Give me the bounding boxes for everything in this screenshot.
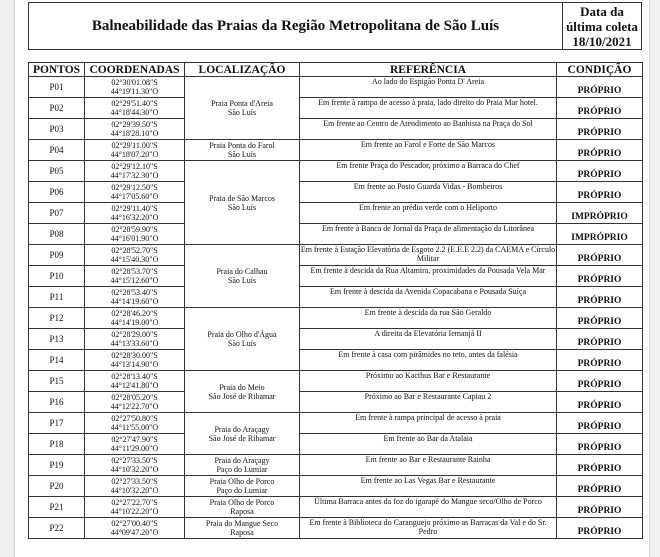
- column-header-localizacao: LOCALIZAÇÃO: [185, 63, 300, 77]
- point-id: P18: [29, 434, 85, 455]
- latitude: 02°27'47.90"S: [111, 435, 158, 444]
- coordinates-cell: [85, 497, 185, 518]
- reference-cell: Em frente à descida da Rua Altamira, proximidades da Pousada Vela Mar: [300, 266, 557, 287]
- location-cell: [185, 140, 300, 161]
- longitude: 44°11'55.00"O: [110, 423, 159, 432]
- latitude: 02°29'11.00"S: [111, 141, 158, 150]
- date-label-line2: última coleta: [566, 18, 638, 34]
- latitude: 02°28'52.70"S: [111, 246, 158, 255]
- reference-cell: Em frente ao Las Vegas Bar e Restaurante: [300, 476, 557, 497]
- table-row: [29, 77, 643, 98]
- longitude: 44°13'14.90"O: [110, 360, 159, 369]
- condition-status: PRÓPRIO: [557, 98, 643, 119]
- coordinates-cell: [85, 245, 185, 266]
- condition-status: IMPRÓPRIO: [557, 203, 643, 224]
- latitude: 02°28'59.90"S: [111, 225, 158, 234]
- condition-status: PRÓPRIO: [557, 266, 643, 287]
- reference-cell: A direita da Elevatória Iemanjá II: [300, 329, 557, 350]
- last-collection-date-box: [563, 3, 642, 50]
- condition-status: PRÓPRIO: [557, 287, 643, 308]
- coordinates-cell: [85, 287, 185, 308]
- table-row: [29, 371, 643, 392]
- location-cell: [185, 308, 300, 371]
- longitude: 44°13'33.60"O: [110, 339, 159, 348]
- point-id: P02: [29, 98, 85, 119]
- coordinates-cell: [85, 203, 185, 224]
- location-cell: [185, 497, 300, 518]
- reference-cell: Ao lado do Espigão Ponta D' Areia: [300, 77, 557, 98]
- condition-status: PRÓPRIO: [557, 161, 643, 182]
- date-label-line1: Data da: [580, 3, 624, 19]
- point-id: P12: [29, 308, 85, 329]
- coordinates-cell: [85, 329, 185, 350]
- table-row: [29, 287, 643, 308]
- reference-cell: Em frente à descida da rua São Geraldo: [300, 308, 557, 329]
- table-row: [29, 329, 643, 350]
- reference-cell: Última Barraca antes da foz do igarapé do Mangue seco/Olho de Porco: [300, 497, 557, 518]
- point-id: P08: [29, 224, 85, 245]
- point-id: P01: [29, 77, 85, 98]
- table-row: [29, 203, 643, 224]
- viewer-scrollbar[interactable]: [649, 0, 660, 557]
- longitude: 44°10'22.20"O: [110, 507, 159, 516]
- reference-cell: Em frente à descida da Avenida Copacabana e Pousada Suíça: [300, 287, 557, 308]
- municipality: Paço do Lumiar: [216, 465, 268, 474]
- longitude: 44°09'47.20"O: [110, 528, 159, 537]
- table-row: [29, 392, 643, 413]
- municipality: São Luís: [227, 339, 257, 348]
- table-row: [29, 182, 643, 203]
- table-row: [29, 497, 643, 518]
- table-row: [29, 245, 643, 266]
- table-row: [29, 161, 643, 182]
- coordinates-cell: [85, 224, 185, 245]
- municipality: São Luís: [227, 202, 257, 212]
- condition-status: IMPRÓPRIO: [557, 224, 643, 245]
- point-id: P03: [29, 119, 85, 140]
- reference-cell: Próximo ao Bar e Restaurante Capiau 2: [300, 392, 557, 413]
- column-header-pontos: PONTOS: [29, 63, 85, 77]
- latitude: 02°28'29.00"S: [111, 330, 158, 339]
- point-id: P13: [29, 329, 85, 350]
- longitude: 44°12'41.80"O: [110, 381, 159, 390]
- reference-cell: Em frente ao prédio verde com o Heliporto: [300, 203, 557, 224]
- latitude: 02°28'05.20"S: [111, 393, 158, 402]
- reference-cell: Em frente ao Centro de Atendimento ao Banhista na Praça do Sol: [300, 119, 557, 140]
- location-cell: [185, 476, 300, 497]
- column-header-coordenadas: COORDENADAS: [85, 63, 185, 77]
- beach-name: Praia de São Marcos: [209, 193, 275, 203]
- municipality: Raposa: [230, 528, 254, 537]
- coordinates-cell: [85, 518, 185, 539]
- municipality: São Luís: [227, 108, 257, 117]
- beach-quality-table: [28, 62, 643, 539]
- condition-status: PRÓPRIO: [557, 371, 643, 392]
- coordinates-cell: [85, 77, 185, 98]
- longitude: 44°18'44.30"O: [110, 108, 159, 117]
- latitude: 02°28'53.40"S: [111, 288, 158, 297]
- coordinates-cell: [85, 434, 185, 455]
- municipality: Raposa: [230, 507, 254, 516]
- reference-cell: Em frente à rampa de acesso à praia, lado direito do Praia Mar hotel.: [300, 98, 557, 119]
- coordinates-cell: [85, 119, 185, 140]
- latitude: 02°27'33.50"S: [111, 477, 158, 486]
- latitude: 02°27'00.40"S: [111, 519, 158, 528]
- table-row: [29, 434, 643, 455]
- beach-name: Praia Olho de Porco: [209, 477, 275, 486]
- reference-cell: Em frente ao Bar da Atalaia: [300, 434, 557, 455]
- reference-cell: Em frente à Biblioteca do Caranguejo próximo as Barracas da Val e do Sr. Pedro: [300, 518, 557, 539]
- beach-name: Praia do Araçagy: [214, 424, 270, 434]
- column-header-condicao: CONDIÇÃO: [557, 63, 643, 77]
- table-row: [29, 518, 643, 539]
- location-cell: [185, 245, 300, 308]
- municipality: São José de Ribamar: [208, 433, 276, 443]
- beach-name: Praia do Calhau: [216, 267, 268, 276]
- latitude: 02°29'12.10"S: [111, 162, 158, 171]
- reference-cell: Em frente à rampa principal de acesso à praia: [300, 413, 557, 434]
- condition-status: PRÓPRIO: [557, 476, 643, 497]
- reference-cell: Em frente à Estação Elevatória de Esgoto 2.2 (E.E.E 2.2) da CAEMA e Círculo Militar: [300, 245, 557, 266]
- latitude: 02°28'13.40"S: [111, 372, 158, 381]
- table-row: [29, 455, 643, 476]
- table-row: [29, 224, 643, 245]
- coordinates-cell: [85, 350, 185, 371]
- reference-cell: Em frente à casa com pirâmides no teto, antes da falésia: [300, 350, 557, 371]
- latitude: 02°29'39.50"S: [111, 120, 158, 129]
- latitude: 02°27'33.50"S: [111, 456, 158, 465]
- coordinates-cell: [85, 413, 185, 434]
- longitude: 44°17'32.30"O: [110, 171, 159, 180]
- beach-name: Praia do Olho d'Água: [207, 330, 277, 339]
- reference-cell: Em frente Praça do Pescador, próximo a Barraca do Chef: [300, 161, 557, 182]
- condition-status: PRÓPRIO: [557, 413, 643, 434]
- longitude: 44°11'29.00"O: [110, 444, 159, 453]
- table-row: [29, 413, 643, 434]
- viewer-left-margin: [0, 0, 15, 557]
- condition-status: PRÓPRIO: [557, 434, 643, 455]
- reference-cell: Em frente ao Farol e Forte de São Marcos: [300, 140, 557, 161]
- latitude: 02°29'51.40"S: [111, 99, 158, 108]
- location-cell: [185, 371, 300, 413]
- latitude: 02°29'11.40"S: [111, 204, 158, 213]
- longitude: 44°18'28.10"O: [110, 129, 159, 138]
- coordinates-cell: [85, 392, 185, 413]
- latitude: 02°27'50.80"S: [111, 414, 158, 423]
- beach-name: Praia do Meio: [219, 382, 265, 392]
- table-row: [29, 308, 643, 329]
- condition-status: PRÓPRIO: [557, 140, 643, 161]
- longitude: 44°15'12.60"O: [110, 276, 159, 285]
- coordinates-cell: [85, 266, 185, 287]
- point-id: P09: [29, 245, 85, 266]
- table-row: [29, 350, 643, 371]
- condition-status: PRÓPRIO: [557, 518, 643, 539]
- point-id: P06: [29, 182, 85, 203]
- date-value: 18/10/2021: [572, 33, 632, 49]
- latitude: 02°28'30.00"S: [111, 351, 158, 360]
- point-id: P14: [29, 350, 85, 371]
- point-id: P10: [29, 266, 85, 287]
- table-row: [29, 98, 643, 119]
- table-row: [29, 476, 643, 497]
- longitude: 44°10'32.20"O: [110, 465, 159, 474]
- latitude: 02°27'22.70"S: [111, 498, 158, 507]
- document-title: Balneabilidade das Praias da Região Metropolitana de São Luís: [29, 3, 563, 50]
- point-id: P15: [29, 371, 85, 392]
- point-id: P19: [29, 455, 85, 476]
- table-body: [29, 77, 643, 539]
- longitude: 44°14'19.60"O: [110, 297, 159, 306]
- latitude: 02°29'12.50"S: [111, 183, 158, 192]
- location-cell: [185, 413, 300, 455]
- document-header: [28, 2, 642, 50]
- longitude: 44°19'11.30"O: [110, 87, 159, 96]
- beach-name: Praia Olho de Porco: [209, 498, 275, 507]
- longitude: 44°17'05.60"O: [110, 192, 159, 201]
- condition-status: PRÓPRIO: [557, 329, 643, 350]
- beach-name: Praia Ponta d'Areia: [211, 99, 273, 108]
- point-id: P16: [29, 392, 85, 413]
- latitude: 02°30'01.08"S: [111, 78, 158, 87]
- longitude: 44°14'19.00"O: [110, 318, 159, 327]
- condition-status: PRÓPRIO: [557, 245, 643, 266]
- table-row: [29, 119, 643, 140]
- longitude: 44°12'22.70"O: [110, 402, 159, 411]
- coordinates-cell: [85, 182, 185, 203]
- coordinates-cell: [85, 161, 185, 182]
- point-id: P17: [29, 413, 85, 434]
- condition-status: PRÓPRIO: [557, 182, 643, 203]
- reference-cell: Próximo ao Kacthus Bar e Restaurante: [300, 371, 557, 392]
- coordinates-cell: [85, 308, 185, 329]
- longitude: 44°16'01.90"O: [110, 234, 159, 243]
- condition-status: PRÓPRIO: [557, 77, 643, 98]
- municipality: São José de Ribamar: [208, 391, 276, 401]
- municipality: São Luís: [227, 276, 257, 285]
- longitude: 44°18'07.20"O: [110, 150, 159, 159]
- condition-status: PRÓPRIO: [557, 350, 643, 371]
- point-id: P11: [29, 287, 85, 308]
- reference-cell: Em frente ao Bar e Restaurante Rainha: [300, 455, 557, 476]
- table-header-row: [29, 63, 643, 77]
- reference-cell: Em frente à Banca de Jornal da Praça de alimentação da Litorânea: [300, 224, 557, 245]
- condition-status: PRÓPRIO: [557, 455, 643, 476]
- column-header-referencia: REFERÊNCIA: [300, 63, 557, 77]
- latitude: 02°28'53.70"S: [111, 267, 158, 276]
- location-cell: [185, 518, 300, 539]
- condition-status: PRÓPRIO: [557, 497, 643, 518]
- table-row: [29, 140, 643, 161]
- municipality: Paço do Lumiar: [216, 486, 268, 495]
- condition-status: PRÓPRIO: [557, 308, 643, 329]
- point-id: P20: [29, 476, 85, 497]
- location-cell: [185, 77, 300, 140]
- coordinates-cell: [85, 140, 185, 161]
- point-id: P07: [29, 203, 85, 224]
- beach-name: Praia do Araçagy: [214, 456, 270, 465]
- point-id: P04: [29, 140, 85, 161]
- table-row: [29, 266, 643, 287]
- longitude: 44°15'40.30"O: [110, 255, 159, 264]
- beach-name: Praia Ponta do Farol: [209, 141, 275, 150]
- location-cell: [185, 161, 300, 245]
- point-id: P22: [29, 518, 85, 539]
- longitude: 44°16'32.20"O: [110, 213, 159, 222]
- coordinates-cell: [85, 98, 185, 119]
- condition-status: PRÓPRIO: [557, 119, 643, 140]
- latitude: 02°28'46.20"S: [111, 309, 158, 318]
- coordinates-cell: [85, 455, 185, 476]
- longitude: 44°10'32.20"O: [110, 486, 159, 495]
- coordinates-cell: [85, 476, 185, 497]
- coordinates-cell: [85, 371, 185, 392]
- point-id: P21: [29, 497, 85, 518]
- location-cell: [185, 455, 300, 476]
- condition-status: PRÓPRIO: [557, 392, 643, 413]
- point-id: P05: [29, 161, 85, 182]
- municipality: São Luís: [227, 150, 257, 159]
- beach-name: Praia do Mangue Seco: [205, 519, 279, 528]
- reference-cell: Em frente ao Posto Guarda Vidas - Bombeiros: [300, 182, 557, 203]
